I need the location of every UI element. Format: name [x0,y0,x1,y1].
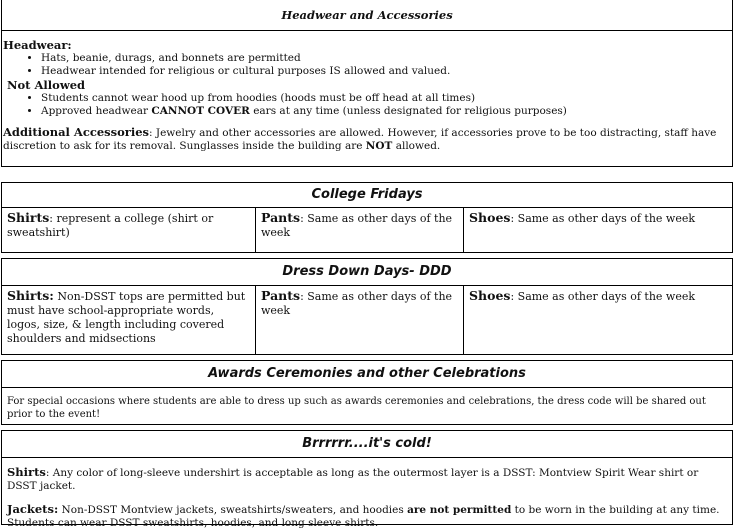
list-item-text: Approved headwear [41,105,152,117]
shirts-label: Shirts: [7,288,54,303]
cold-jackets-label: Jackets: [7,502,59,516]
additional-accessories [3,126,732,153]
additional-text: : Jewelry and other accessories are allowed. However, if accessories prove to be too distracting, staff have discretion to ask for its removal. Sunglasses inside the building are [3,127,717,152]
awards-title: Awards Ceremonies and other Celebrations [2,361,732,388]
ddd-pants-cell [256,286,464,355]
list-item-text: ears at any time (unless designated for religious purposes) [249,105,567,117]
headwear-title: Headwear and Accessories [2,0,732,31]
list-item: • Headwear intended for religious or cultural purposes IS allowed and valued. [41,65,732,78]
college-shoes-cell [464,208,732,253]
headwear-label: Headwear: [3,38,72,52]
college-shirts-cell [2,208,256,253]
pants-label: Pants [261,210,301,225]
cold-shirts-text: : Any color of long-sleeve undershirt is acceptable as long as the outermost layer is a DSST: Montview Spirit Wear shirt or DSST jacket. [7,467,699,492]
dress-down-section [1,258,733,355]
not-allowed-label: Not Allowed [7,78,86,92]
cold-jackets-bold: are not permitted [407,504,512,516]
headwear-section [1,0,733,167]
pants-label: Pants [261,288,301,303]
list-item: • Hats, beanie, durags, and bonnets are permitted [41,52,732,65]
shirts-label: Shirts [7,210,50,225]
pants-text: : Same as other days of the week [261,290,453,317]
list-item-bold: CANNOT COVER [151,105,250,117]
ddd-shirts-cell [2,286,256,355]
shoes-text: : Same as other days of the week [510,290,696,303]
list-item [41,92,732,105]
ddd-shoes-cell [464,286,732,355]
shoes-label: Shoes [469,210,511,225]
additional-label: Additional Accessories [3,125,149,139]
cold-jackets-text-end: to be worn in the building at any time. Students can wear DSST sweatshirts, hoodies, and long sleeve shirts. [7,504,720,529]
pants-text: : Same as other days of the week [261,212,453,239]
cold-shirts-label: Shirts [7,465,46,479]
cold-jackets-text: Non-DSST Montview jackets, sweatshirts/sweaters, and hoodies [58,504,408,516]
college-pants-cell [256,208,464,253]
college-fridays-section [1,182,733,253]
additional-bold: NOT [365,140,393,152]
cold-jackets [2,493,732,530]
college-fridays-title: College Fridays [2,183,732,208]
shirts-text: Non-DSST tops are permitted but must have school-appropriate words, logos, size, & length including covered shoulders and midsections [7,290,246,345]
headwear-list [3,52,732,78]
shoes-text: : Same as other days of the week [510,212,696,225]
awards-section [1,360,733,425]
cold-shirts [2,458,732,493]
cold-title: Brrrrrr....it's cold! [2,431,732,458]
list-item [41,105,732,118]
cold-section [1,430,733,529]
dress-down-title: Dress Down Days- DDD [2,259,732,286]
shirts-text: : represent a college (shirt or sweatshirt) [7,212,214,239]
awards-text: For special occasions where students are able to dress up such as awards ceremonies and celebrations, the dress code will be shared out prior to the event! [7,396,706,420]
not-allowed-list [3,92,732,118]
shoes-label: Shoes [469,288,511,303]
list-item-text: Students cannot wear hood up from hoodies (hoods must be off head at all times) [41,92,476,104]
additional-text-end: allowed. [392,140,441,152]
